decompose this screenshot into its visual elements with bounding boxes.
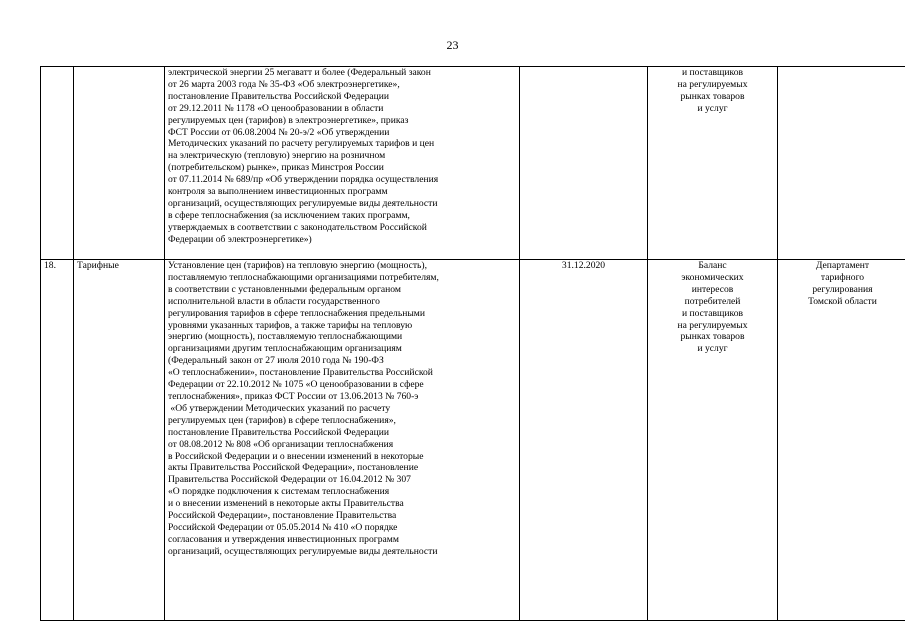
goal-cell: Баланс экономических интересов потребителей и поставщиков на регулируемых рынках товаров и услуг <box>648 260 778 621</box>
measure-type-cell <box>74 67 165 260</box>
row-number-cell <box>41 67 74 260</box>
description-cell: электрической энергии 25 мегаватт и более (Федеральный закон от 26 марта 2003 года № 35-ФЗ «Об электроэнергетике», постановление Правительства Российской Федерации от 29.12.2011 № 1178 «О ценообразовании в области регулируемых цен (тарифов) в электроэнергетике», приказ ФСТ России от 06.08.2004 № 20-э/2 «Об утверждении Методических указаний по расчету регулируемых тарифов и цен на электрическую (тепловую) энергию на розничном (потребительском) рынке», приказ Минстроя России от 07.11.2014 № 689/пр «Об утверждении порядка осуществления контроля за выполнением инвестиционных программ организаций, осуществляющих регулируемые виды деятельности в сфере теплоснабжения (за исключением таких программ, утверждаемых в соответствии с законодательством Российской Федерации об электроэнергетике») <box>165 67 520 260</box>
row-number-cell: 18. <box>41 260 74 621</box>
deadline-cell <box>520 67 648 260</box>
page-number: 23 <box>446 38 459 52</box>
responsible-cell <box>778 67 905 260</box>
table-row <box>41 260 905 621</box>
responsible-cell: Департамент тарифного регулирования Томской области <box>778 260 905 621</box>
table-row <box>41 67 905 260</box>
measure-type-cell: Тарифные <box>74 260 165 621</box>
description-cell: Установление цен (тарифов) на тепловую энергию (мощность), поставляемую теплоснабжающими организациями потребителям, в соответствии с установленными федеральным органом исполнительной власти в области государственного регулирования тарифов в сфере теплоснабжения предельными уровнями указанных тарифов, а также тарифы на тепловую энергию (мощность), поставляемую теплоснабжающими организациями другим теплоснабжающим организациям (Федеральный закон от 27 июля 2010 года № 190-ФЗ «О теплоснабжении», постановление Правительства Российской Федерации от 22.10.2012 № 1075 «О ценообразовании в сфере теплоснабжения», приказ ФСТ России от 13.06.2013 № 760-э «Об утверждении Методических указаний по расчету регулируемых цен (тарифов) в сфере теплоснабжения», постановление Правительства Российской Федерации от 08.08.2012 № 808 «Об организации теплоснабжения в Российской Федерации и о внесении изменений в некоторые акты Правительства Российской Федерации», постановление Правительства Российской Федерации от 16.04.2012 № 307 «О порядке подключения к системам теплоснабжения и о внесении изменений в некоторые акты Правительства Российской Федерации», постановление Правительства Российской Федерации от 05.05.2014 № 410 «О порядке согласования и утверждения инвестиционных программ организаций, осуществляющих регулируемые виды деятельности <box>165 260 520 621</box>
deadline-cell: 31.12.2020 <box>520 260 648 621</box>
regulation-table <box>40 66 905 621</box>
goal-cell: и поставщиков на регулируемых рынках товаров и услуг <box>648 67 778 260</box>
